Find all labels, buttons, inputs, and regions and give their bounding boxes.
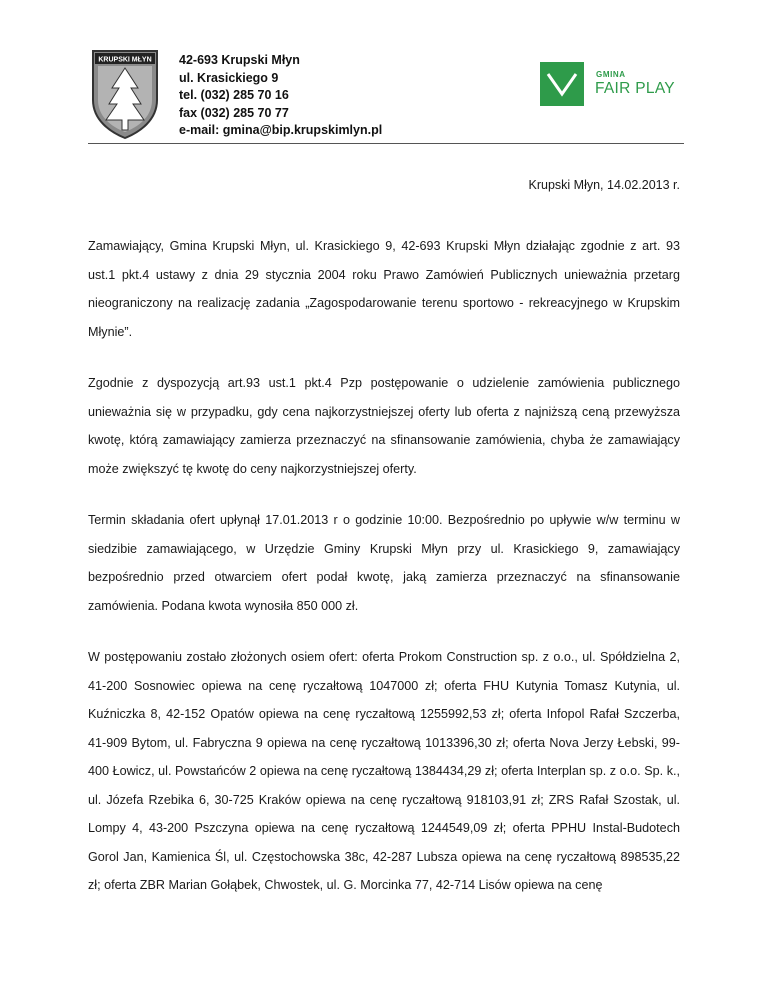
fair-play-badge xyxy=(540,62,680,106)
fair-play-small-label: GMINA xyxy=(596,70,626,79)
address-line-phone: tel. (032) 285 70 16 xyxy=(179,88,289,102)
address-block xyxy=(179,52,382,140)
paragraph-deadline: Termin składania ofert upłynął 17.01.2013 r o godzinie 10:00. Bezpośrednio po upływie w/w terminu w siedzibie zamawiającego, w Urzędzie Gminy Krupski Młyn przy ul. Krasickiego 9, zamawiający bezpośrednio przed otwarciem ofert podał kwotę, jaką zamierza przeznaczyć na sfinansowanie zamówienia. Podana kwota wynosiła 850 000 zł. xyxy=(88,513,680,613)
paragraph-offers: W postępowaniu zostało złożonych osiem ofert: oferta Prokom Construction sp. z o.o., ul. Spółdzielna 2, 41-200 Sosnowiec opiewa na cenę ryczałtową 1047000 zł; oferta FHU Kutynia Tomasz Kutynia, ul. Kuźniczka 8, 42-152 Opatów opiewa na cenę ryczałtową 1255992,53 zł; oferta Infopol Rafał Szczerba, 41-909 Bytom, ul. Fabryczna 9 opiewa na cenę ryczałtową 1013396,30 zł; oferta Nova Jerzy Łebski, 99-400 Łowicz, ul. Powstańców 2 opiewa na cenę ryczałtową 1384434,29 zł; oferta Interplan sp. z o.o. Sp. k., ul. Józefa Rzebika 6, 30-725 Kraków opiewa na cenę ryczałtową 918103,91 zł; ZRS Rafał Szostak, ul. Lompy 4, 43-200 Pszczyna opiewa na cenę ryczałtową 1244549,09 zł; oferta PPHU Instal-Budotech Gorol Jan, Kamienica Śl, ul. Częstochowska 38c, 42-287 Lubsza opiewa na cenę ryczałtową 898535,22 zł; oferta ZBR Marian Gołąbek, Chwostek, ul. G. Morcinka 77, 42-714 Lisów opiewa na cenę xyxy=(88,650,680,892)
municipality-crest-icon xyxy=(90,48,160,140)
fair-play-check-icon xyxy=(540,62,584,106)
fair-play-name: FAIR PLAY xyxy=(595,80,675,97)
paragraph-intro: Zamawiający, Gmina Krupski Młyn, ul. Krasickiego 9, 42-693 Krupski Młyn działając zgodnie z art. 93 ust.1 pkt.4 ustawy z dnia 29 stycznia 2004 roku Prawo Zamówień Publicznych unieważnia przetarg nieograniczony na realizację zadania „Zagospodarowanie terenu sportowo - rekreacyjnego w Krupskim Młynie”. xyxy=(88,239,680,339)
letter-body xyxy=(88,232,680,923)
address-line-city: 42-693 Krupski Młyn xyxy=(179,53,300,67)
document-date: Krupski Młyn, 14.02.2013 r. xyxy=(528,178,680,192)
address-line-street: ul. Krasickiego 9 xyxy=(179,70,279,85)
crest-label: KRUPSKI MŁYN xyxy=(98,56,152,64)
paragraph-legal-basis: Zgodnie z dyspozycją art.93 ust.1 pkt.4 Pzp postępowanie o udzielenie zamówienia publicznego unieważnia się w przypadku, gdy cena najkorzystniejszej oferty lub oferta z najniższą ceną przewyższa kwotę, którą zamawiający zamierza przeznaczyć na sfinansowanie zamówienia, chyba że zamawiający może zwiększyć tę kwotę do ceny najkorzystniejszej oferty. xyxy=(88,376,680,476)
address-line-fax: fax (032) 285 70 77 xyxy=(179,105,289,120)
letterhead xyxy=(0,0,768,150)
header-divider xyxy=(88,143,684,144)
address-line-email: e-mail: gmina@bip.krupskimlyn.pl xyxy=(179,123,383,137)
